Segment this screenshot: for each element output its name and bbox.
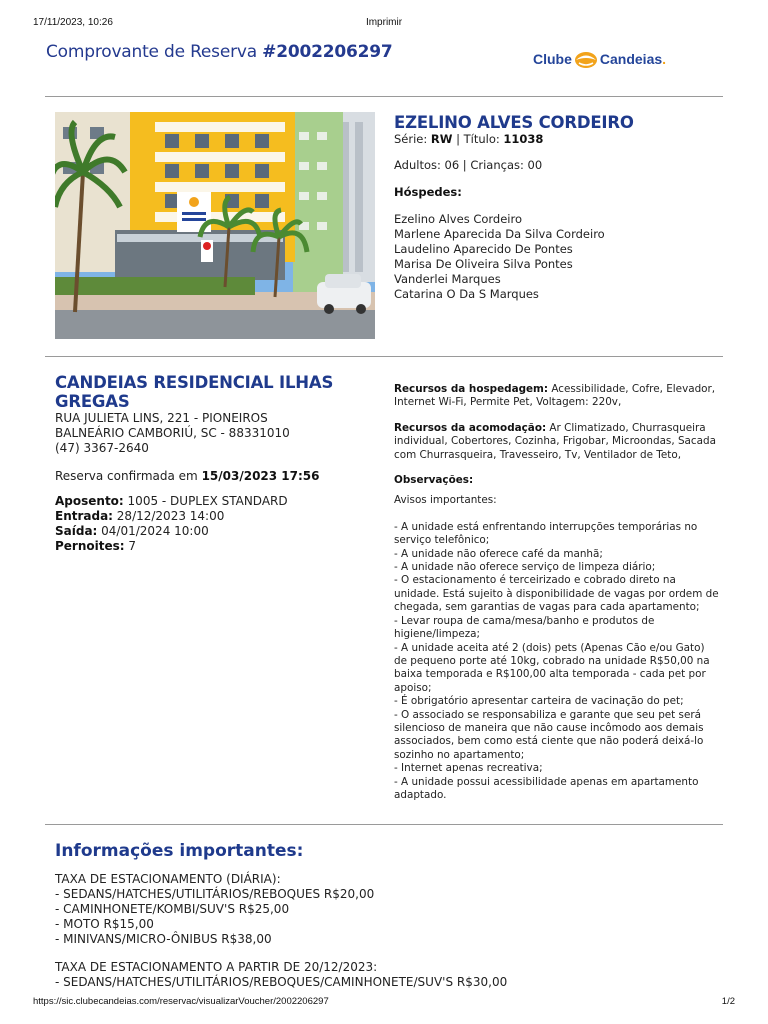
aviso-item: - O estacionamento é terceirizado e cobrado direto na unidade. Está sujeito à disponibilidade de vagas por ordem de chegada, sem garantias de vagas para cada apartamento; [394,574,719,614]
divider-top [45,96,723,97]
logo-flame-icon [573,48,599,70]
recursos-acomodacao [394,422,719,462]
important-info-title: Informações importantes: [55,841,304,861]
print-url: https://sic.clubecandeias.com/reservac/visualizarVoucher/2002206297 [33,996,329,1007]
recursos-hospedagem-value: Acessibilidade, Cofre, Elevador, Internet Wi-Fi, Permite Pet, Voltagem: 220v, [394,383,716,409]
entrada-value: 28/12/2023 14:00 [112,509,225,523]
hotel-photo [55,112,375,339]
aposento-value: 1005 - DUPLEX STANDARD [123,494,288,508]
clube-candeias-logo [533,48,666,70]
reservation-number: #2002206297 [262,42,393,62]
entrada-label: Entrada: [55,509,113,523]
confirmed-value: 15/03/2023 17:56 [201,469,320,483]
taxa2-item: - SEDANS/HATCHES/UTILITÁRIOS/REBOQUES/CAMINHONETE/SUV'S R$30,00 [55,975,508,989]
aviso-item: - A unidade possui acessibilidade apenas em apartamento adaptado. [394,775,699,801]
hospede-item: Marlene Aparecida Da Silva Cordeiro [394,227,605,241]
hotel-name: CANDEIAS RESIDENCIAL ILHAS GREGAS [55,373,334,411]
pernoites-line [55,539,355,554]
print-footer [33,996,735,1008]
taxa1-item: - SEDANS/HATCHES/UTILITÁRIOS/REBOQUES R$20,00 [55,887,375,901]
pernoites-value: 7 [124,539,137,553]
guest-info [394,113,724,302]
logo-word-candeias: Candeias [599,51,663,67]
pernoites-label: Pernoites: [55,539,125,553]
aviso-item: - A unidade não oferece serviço de limpeza diário; [394,561,656,574]
recursos-acomodacao-label: Recursos da acomodação: [394,421,547,434]
hotel-phone: (47) 3367-2640 [55,441,149,455]
divider-bottom [45,824,723,825]
serie-titulo-line [394,132,724,147]
occupancy: Adultos: 06 | Crianças: 00 [394,158,543,172]
recursos-acomodacao-value: Ar Climatizado, Churrasqueira individual, Cobertores, Cozinha, Frigobar, Microondas, Sacada com Churrasqueira, Travesseiro, Tv, Ventilador de Teto, [394,421,716,461]
aposento-line [55,494,355,509]
print-header [33,17,735,29]
avisos-title: Avisos importantes: [394,494,497,507]
serie-label: Série: [394,132,431,146]
receipt-title-prefix: Comprovante de Reserva [46,42,263,62]
aviso-item: - O associado se responsabiliza e garante que seu pet será silencioso de maneira que não cause incômodo aos demais associados, bem como está ciente que não poderá deixá-lo sozinho no apartamento; [394,708,704,761]
aposento-label: Aposento: [55,494,124,508]
hospedes-list [394,212,724,302]
print-title: Imprimir [365,17,403,28]
page-title [46,42,393,62]
aviso-item: - É obrigatório apresentar carteira de vacinação do pet; [394,695,684,708]
hotel-city: BALNEÁRIO CAMBORIÚ, SC - 88331010 [55,426,290,440]
taxa1-item: - MOTO R$15,00 [55,917,154,931]
taxa2-title: TAXA DE ESTACIONAMENTO A PARTIR DE 20/12/2023: [55,960,378,974]
saida-value: 04/01/2024 10:00 [97,524,209,538]
accommodation-details [394,383,719,802]
saida-label: Saída: [55,524,98,538]
important-info [55,872,715,990]
guest-name: EZELINO ALVES CORDEIRO [394,113,634,132]
recursos-hospedagem-label: Recursos da hospedagem: [394,383,549,395]
logo-dot: . [662,51,667,67]
taxa1-title: TAXA DE ESTACIONAMENTO (DIÁRIA): [55,872,281,886]
aviso-item: - A unidade não oferece café da manhã; [394,547,603,560]
titulo-value: 11038 [503,132,544,146]
hotel-address: RUA JULIETA LINS, 221 - PIONEIROS [55,411,268,425]
divider-middle [45,356,723,357]
taxa1-item: - MINIVANS/MICRO-ÔNIBUS R$38,00 [55,932,272,946]
confirmed-label: Reserva confirmada em [55,469,202,483]
aviso-item: - Internet apenas recreativa; [394,762,543,775]
hotel-photo-image [55,112,375,339]
hotel-info [55,373,355,554]
avisos-list [394,521,719,803]
entrada-line [55,509,355,524]
aviso-item: - A unidade aceita até 2 (dois) pets (Apenas Cão e/ou Gato) de pequeno porte até 10kg, cobrado na unidade R$50,00 na baixa temporada e R$100,00 alta temporada - cada pet por apoiso; [394,641,710,694]
aviso-item: - A unidade está enfrentando interrupções temporárias no serviço telefônico; [394,520,698,547]
print-datetime: 17/11/2023, 10:26 [33,17,113,28]
hospede-item: Catarina O Da S Marques [394,287,539,301]
aviso-item: - Levar roupa de cama/mesa/banho e produtos de higiene/limpeza; [394,614,655,641]
taxa1-item: - CAMINHONETE/KOMBI/SUV'S R$25,00 [55,902,290,916]
saida-line [55,524,355,539]
hospede-item: Laudelino Aparecido De Pontes [394,242,573,256]
hospedes-label: Hóspedes: [394,185,462,199]
hospede-item: Vanderlei Marques [394,272,501,286]
serie-value: RW [430,132,453,146]
titulo-label: | Título: [452,132,504,146]
observacoes-label: Observações: [394,474,474,487]
recursos-hospedagem [394,383,719,410]
reservation-confirmed [55,469,355,484]
hospede-item: Marisa De Oliveira Silva Pontes [394,257,573,271]
logo-word-clube: Clube [533,51,572,67]
page-number: 1/2 [721,996,735,1007]
hospede-item: Ezelino Alves Cordeiro [394,212,523,226]
